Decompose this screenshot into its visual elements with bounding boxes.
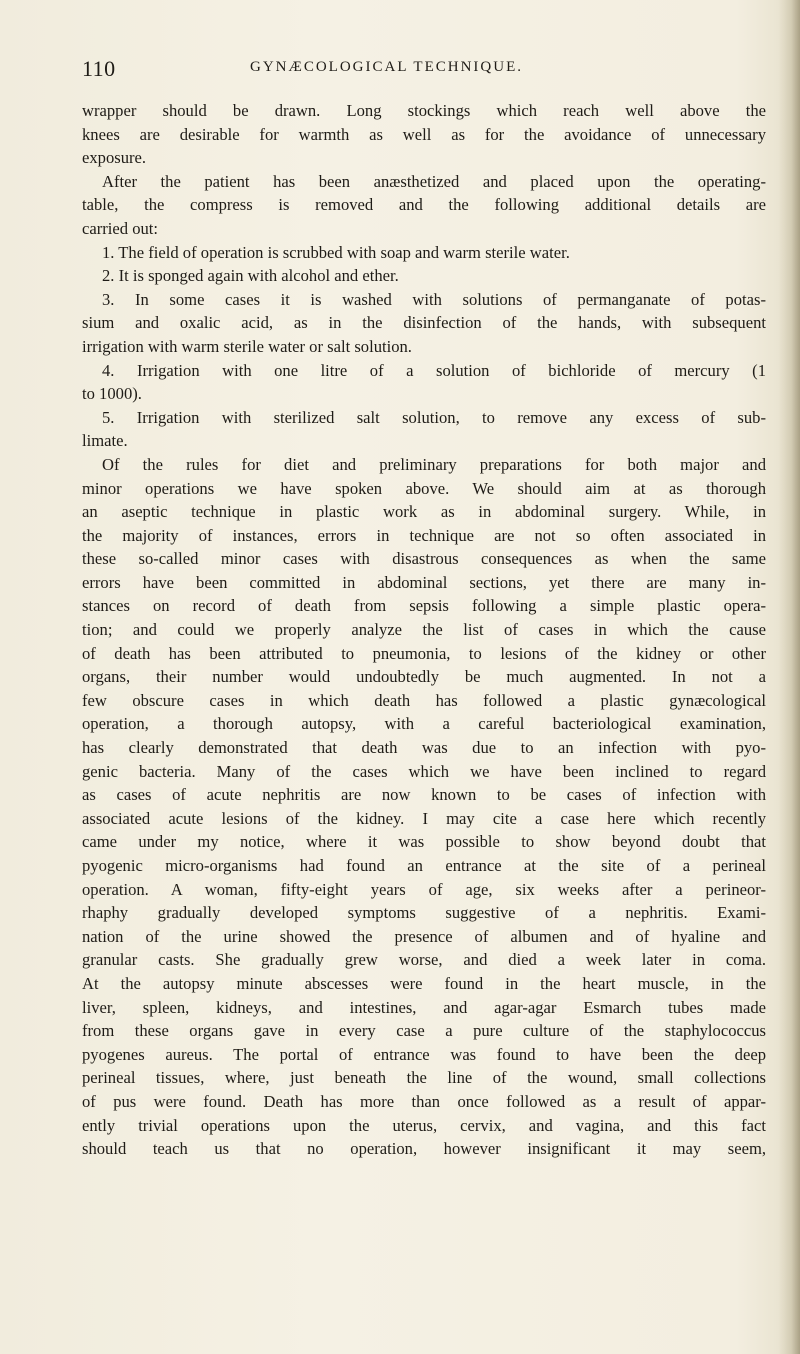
list-item: 3. In some cases it is washed with solutions of permanganate of potas-	[102, 289, 766, 309]
text-line: pyogenes aureus. The portal of entrance was found to have been the deep	[82, 1044, 766, 1064]
running-title: GYNÆCOLOGICAL TECHNIQUE.	[250, 59, 523, 75]
text-line: pyogenic micro-organisms had found an entrance at the site of a perineal	[82, 856, 766, 875]
text-line: of pus were found. Death has more than once followed as a result of appar-	[82, 1091, 766, 1111]
text-line: minor operations we have spoken above. We should aim at as thorough	[82, 478, 766, 498]
text-line: the majority of instances, errors in technique are not so often associated in	[82, 525, 766, 545]
text-line: granular casts. She gradually grew worse, and died a week later in coma.	[82, 950, 766, 970]
text-line: At the autopsy minute abscesses were found in the heart muscle, in the	[82, 973, 766, 993]
text-line: table, the compress is removed and the following additional details are	[82, 195, 766, 215]
text-line: irrigation with warm sterile water or salt solution.	[82, 336, 412, 356]
text-line: wrapper should be drawn. Long stockings which reach well above the	[82, 101, 766, 120]
text-line: organs, their number would undoubtedly be much augmented. In not a	[82, 667, 766, 687]
text-line: has clearly demonstrated that death was due to an infection with pyo-	[82, 738, 766, 758]
text-line: knees are desirable for warmth as well as for the avoidance of unnecessary	[82, 124, 766, 144]
text-line: operation, a thorough autopsy, with a careful bacteriological examination,	[82, 714, 766, 734]
text-line: an aseptic technique in plastic work as in abdominal surgery. While, in	[82, 502, 766, 522]
page-edge-shadow	[778, 0, 800, 1354]
list-item: 5. Irrigation with sterilized salt solution, to remove any excess of sub-	[102, 407, 766, 427]
text-line: exposure.	[82, 148, 147, 168]
text-line: nation of the urine showed the presence of albumen and of hyaline and	[82, 926, 766, 946]
text-line: perineal tissues, where, just beneath the line of the wound, small collections	[82, 1068, 766, 1088]
text-line: sium and oxalic acid, as in the disinfection of the hands, with subsequent	[82, 313, 766, 333]
running-head	[82, 56, 772, 82]
text-line: carried out:	[82, 218, 159, 238]
body-text	[82, 99, 766, 1161]
list-item: 1. The field of operation is scrubbed with soap and warm sterile water.	[102, 242, 570, 262]
text-line: from these organs gave in every case a pure culture of the staphylococcus	[82, 1021, 766, 1041]
text-line: After the patient has been anæsthetized and placed upon the operating-	[102, 171, 766, 191]
list-item: 4. Irrigation with one litre of a solution of bichloride of mercury (1	[102, 360, 766, 380]
list-item: 2. It is sponged again with alcohol and ether.	[102, 266, 399, 286]
text-line: errors have been committed in abdominal sections, yet there are many in-	[82, 572, 766, 592]
text-line: few obscure cases in which death has followed a plastic gynæcological	[82, 690, 766, 710]
text-line: should teach us that no operation, however insignificant it may seem,	[82, 1139, 766, 1159]
text-line: ently trivial operations upon the uterus, cervix, and vagina, and this fact	[82, 1115, 766, 1135]
text-line: limate.	[82, 431, 128, 451]
text-line: of death has been attributed to pneumonia, to lesions of the kidney or other	[82, 643, 766, 663]
page-number: 110	[82, 56, 116, 81]
text-line: rhaphy gradually developed symptoms suggestive of a nephritis. Exami-	[82, 903, 766, 923]
text-line: as cases of acute nephritis are now known to be cases of infection with	[82, 785, 766, 805]
text-line: Of the rules for diet and preliminary preparations for both major and	[102, 454, 766, 474]
text-line: associated acute lesions of the kidney. I may cite a case here which recently	[82, 808, 766, 828]
text-line: stances on record of death from sepsis following a simple plastic opera-	[82, 596, 766, 616]
text-line: to 1000).	[82, 384, 142, 404]
text-line: genic bacteria. Many of the cases which we have been inclined to regard	[82, 761, 766, 781]
text-line: operation. A woman, fifty-eight years of age, six weeks after a perineor-	[82, 879, 766, 899]
text-line: liver, spleen, kidneys, and intestines, and agar-agar Esmarch tubes made	[82, 997, 766, 1017]
text-line: these so-called minor cases with disastrous consequences as when the same	[82, 549, 766, 569]
text-line: came under my notice, where it was possible to show beyond doubt that	[82, 832, 766, 852]
text-line: tion; and could we properly analyze the list of cases in which the cause	[82, 620, 766, 640]
